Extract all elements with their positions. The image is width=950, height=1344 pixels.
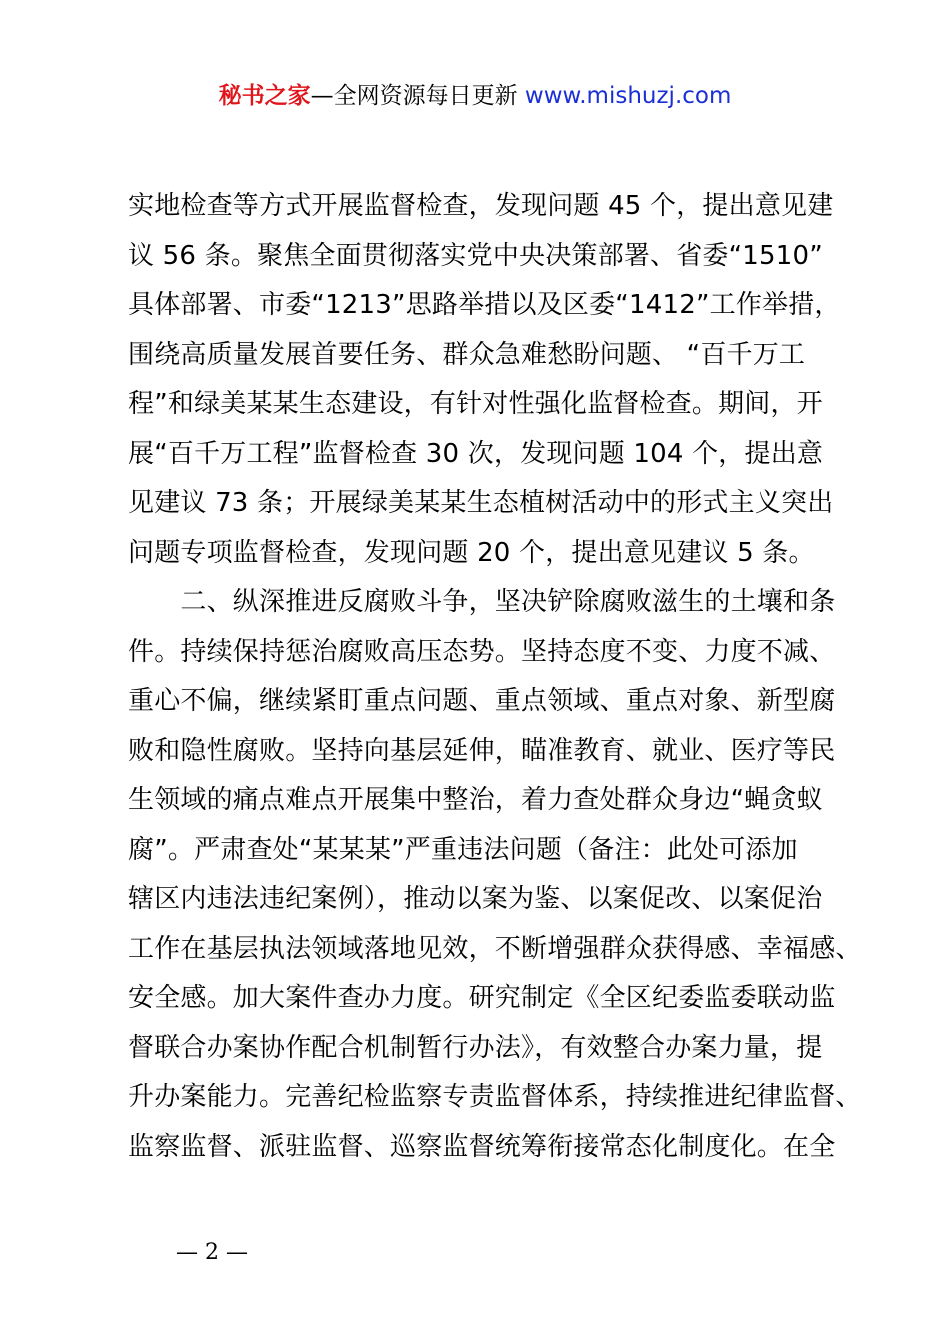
section-heading-line: 二、纵深推进反腐败斗争，坚决铲除腐败滋生的土壤和条	[128, 587, 836, 617]
text-line: 工作在基层执法领域落地见效，不断增强群众获得感、幸福感、	[128, 933, 862, 964]
text-line: 围绕高质量发展首要任务、群众急难愁盼问题、 “百千万工	[128, 339, 806, 370]
text-line: 具体部署、市委“1213”思路举措以及区委“1412”工作举措，	[128, 290, 841, 320]
text-line: 重心不偏，继续紧盯重点问题、重点领域、重点对象、新型腐	[128, 686, 836, 716]
text-line: 安全感。加大案件查办力度。研究制定《全区纪委监委联动监	[128, 983, 836, 1013]
brand-name: 秘书之家	[218, 83, 311, 109]
text-line: 展“百千万工程”监督检查 30 次，发现问题 104 个，提出意	[128, 438, 824, 469]
document-body	[128, 182, 862, 1172]
text-line: 辖区内违法违纪案例），推动以案为鉴、以案促改、以案促治	[128, 884, 823, 914]
text-line: 程”和绿美某某生态建设，有针对性强化监督检查。期间，开	[128, 389, 823, 419]
page-number: — 2 —	[176, 1240, 248, 1265]
text-line: 升办案能力。完善纪检监察专责监督体系，持续推进纪律监督、	[128, 1082, 862, 1112]
text-line: 件。持续保持惩治腐败高压态势。坚持态度不变、力度不减、	[128, 636, 836, 667]
text-line: 败和隐性腐败。坚持向基层延伸，瞄准教育、就业、医疗等民	[128, 735, 836, 766]
site-header	[0, 80, 950, 112]
header-tagline: —全网资源每日更新	[310, 83, 525, 109]
text-line: 实地检查等方式开展监督检查，发现问题 45 个，提出意见建	[128, 191, 834, 221]
text-line: 问题专项监督检查，发现问题 20 个，提出意见建议 5 条。	[128, 537, 815, 568]
text-line: 见建议 73 条；开展绿美某某生态植树活动中的形式主义突出	[128, 488, 834, 518]
text-line: 监察监督、派驻监督、巡察监督统筹衔接常态化制度化。在全	[128, 1131, 836, 1162]
text-line: 生领域的痛点难点开展集中整治，着力查处群众身边“蝇贪蚁	[128, 785, 823, 815]
header-url-link[interactable]: www.mishuzj.com	[524, 83, 732, 109]
text-line: 腐”。严肃查处“某某某”严重违法问题（备注：此处可添加	[128, 834, 798, 865]
text-line: 议 56 条。聚焦全面贯彻落实党中央决策部署、省委“1510”	[128, 240, 823, 271]
text-line: 督联合办案协作配合机制暂行办法》，有效整合办案力量，提	[128, 1032, 823, 1063]
